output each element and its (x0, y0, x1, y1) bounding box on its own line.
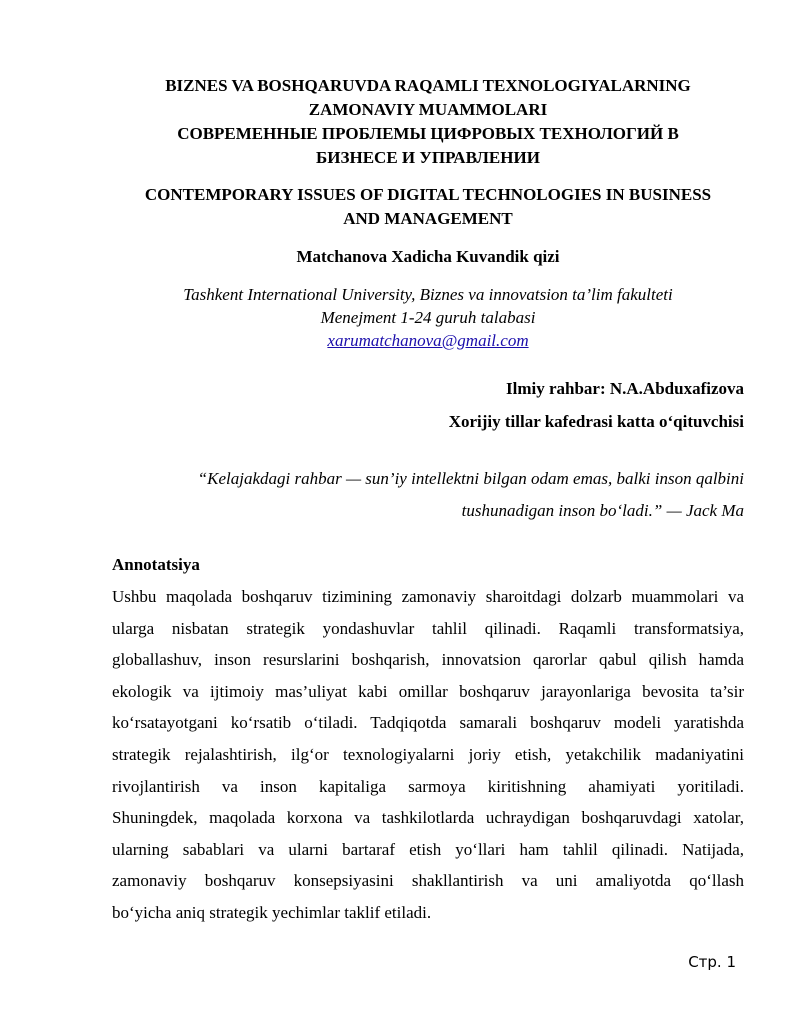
abstract-line: Shuningdek, maqolada korxona va tashkilotlarda uchraydigan boshqaruvdagi xatolar, (112, 808, 744, 828)
abstract-heading: Annotatsiya (112, 555, 200, 574)
abstract-line: ularga nisbatan strategik yondashuvlar tahlil qilinadi. Raqamli transformatsiya, (112, 618, 744, 638)
affiliation-line1: Tashkent International University, Biznes va innovatsion ta’lim fakulteti (183, 285, 673, 304)
abstract-body (112, 581, 744, 929)
abstract-line: Ushbu maqolada boshqaruv tizimining zamonaviy sharoitdagi dolzarb muammolari va (112, 587, 744, 606)
abstract-line: ekologik va ijtimoiy mas’uliyat kabi omillar boshqaruv jarayonlariga bevosita ta’sir (112, 681, 744, 701)
title-en-line2: AND MANAGEMENT (343, 209, 513, 228)
title-en-block (112, 183, 744, 231)
abstract-line: strategik rejalashtirish, ilg‘or texnologiyalarni joriy etish, yetakchilik madaniyatini (112, 744, 744, 764)
author-affiliation (112, 283, 744, 352)
advisor-name: Ilmiy rahbar: N.A.Abduxafizova (505, 379, 744, 398)
title-uz-line2: ZAMONAVIY MUAMMOLARI (308, 100, 548, 119)
epigraph-line2: tushunadigan inson bo‘ladi.” — Jack Ma (461, 500, 744, 520)
title-en-line1: CONTEMPORARY ISSUES OF DIGITAL TECHNOLOGIES IN BUSINESS (144, 185, 712, 204)
title-uz-line1: BIZNES VA BOSHQARUVDA RAQAMLI TEXNOLOGIYALARNING (165, 76, 691, 95)
advisor-position: Xorijiy tillar kafedrasi katta o‘qituvchisi (448, 412, 744, 431)
title-ru-line1: СОВРЕМЕННЫЕ ПРОБЛЕМЫ ЦИФРОВЫХ ТЕХНОЛОГИЙ В (177, 124, 679, 143)
affiliation-line2: Menejment 1-24 guruh talabasi (320, 308, 536, 327)
epigraph-quote (112, 463, 744, 526)
author-name: Matchanova Xadicha Kuvandik qizi (296, 247, 560, 266)
epigraph-line1: “Kelajakdagi rahbar — sun’iy intellektni bilgan odam emas, balki inson qalbini (197, 469, 744, 488)
abstract-line: ko‘rsatayotgani ko‘rsatib o‘tiladi. Tadqiqotda samarali boshqaruv modeli yaratishda (112, 713, 744, 733)
title-block (112, 74, 744, 170)
document-page (112, 0, 744, 1035)
abstract-line: ularning sabablari va ularni bartaraf etish yo‘llari ham tahlil qilinadi. Natijada, (112, 839, 744, 859)
abstract-line: globallashuv, inson resurslarini boshqarish, innovatsion qarorlar qabul qilish hamda (112, 650, 744, 670)
email-link[interactable]: xarumatchanova@gmail.com (327, 331, 529, 350)
title-ru-line2: БИЗНЕСЕ И УПРАВЛЕНИИ (316, 148, 540, 167)
abstract-line: rivojlantirish va inson kapitaliga sarmoya kiritishning ahamiyati yoritiladi. (112, 776, 744, 796)
page-number: Стр. 1 (688, 953, 736, 971)
abstract-line: zamonaviy boshqaruv konsepsiyasini shakllantirish va uni amaliyotda qo‘llash (112, 871, 744, 891)
abstract-line: bo‘yicha aniq strategik yechimlar taklif etiladi. (112, 902, 432, 922)
